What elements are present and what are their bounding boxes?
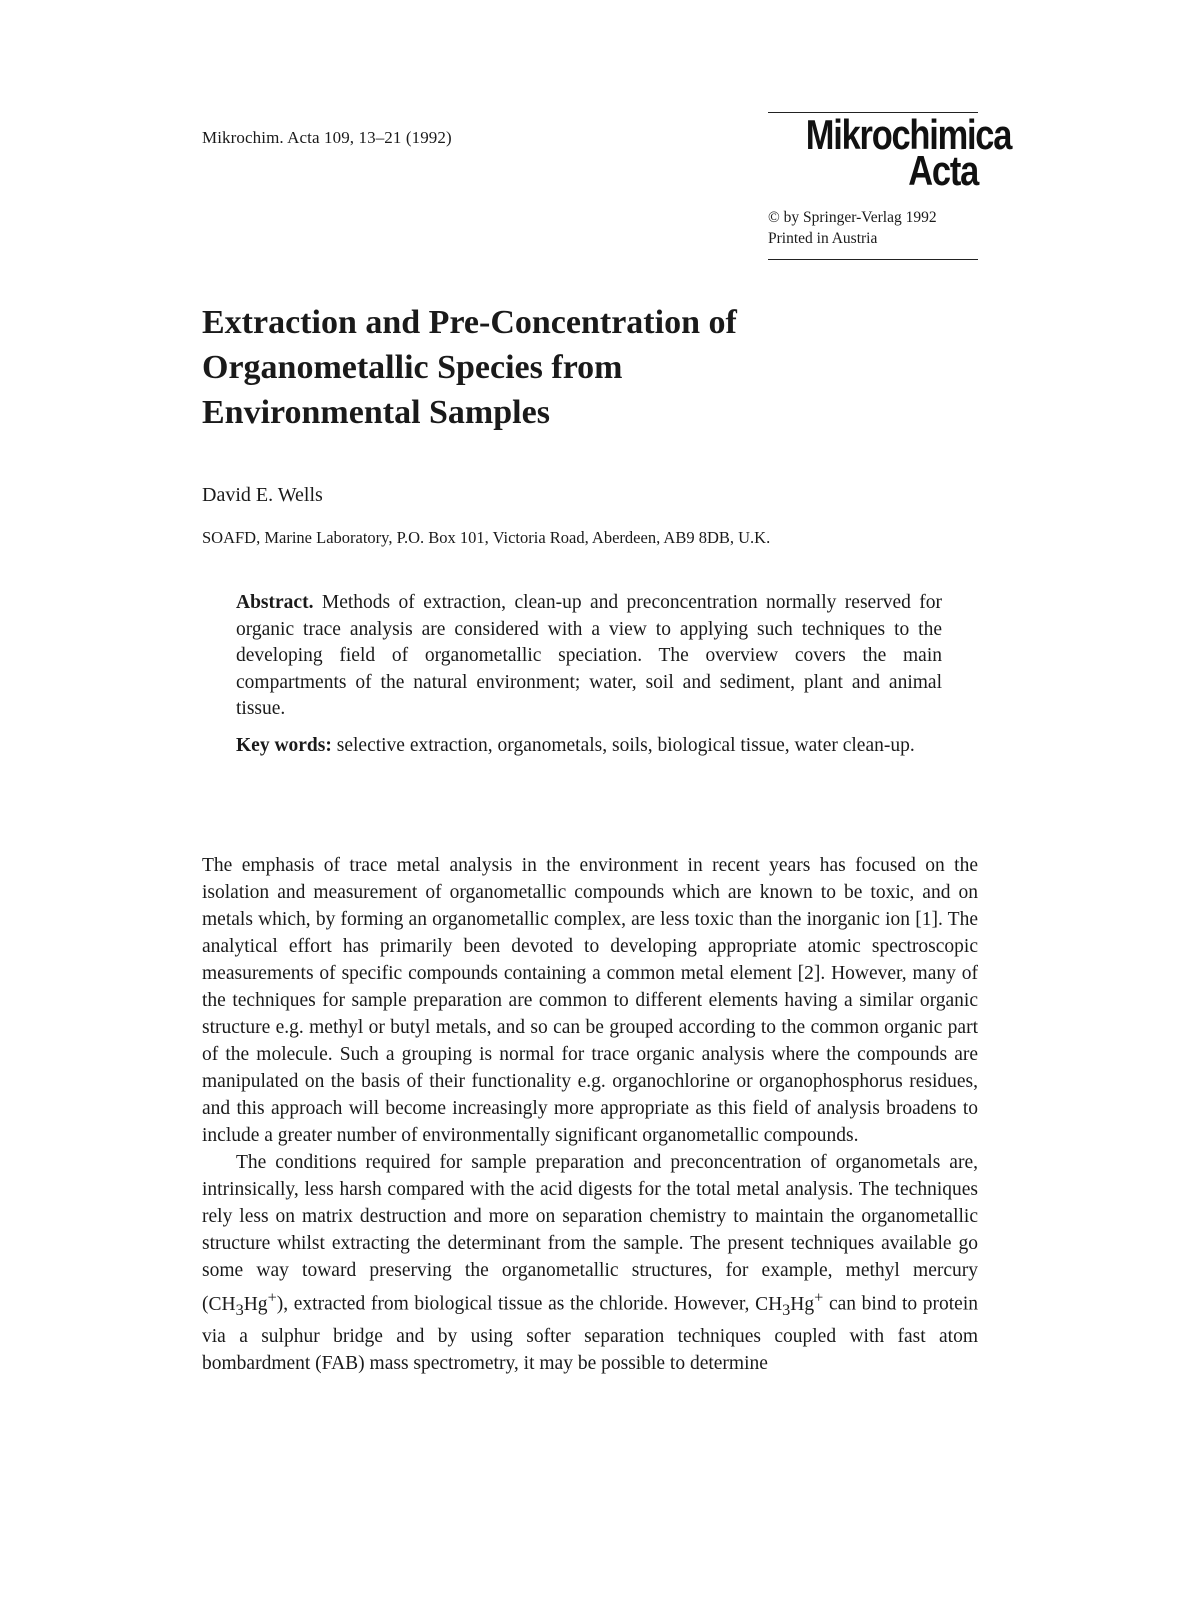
- abstract-label: Abstract.: [236, 592, 314, 613]
- journal-logo: [805, 111, 1012, 194]
- body-paragraph-2: [202, 1149, 978, 1377]
- printed-location: Printed in Austria: [768, 230, 878, 247]
- title-line: Organometallic Species from: [202, 349, 623, 386]
- abstract-text: Methods of extraction, clean-up and preconcentration normally reserved for organic trace analysis are considered with a view to applying such techniques to the developing field of organometallic speciation. The overview covers the main compartments of the natural environment; water, soil and sediment, plant and animal tissue.: [236, 592, 942, 719]
- abstract-section: [236, 590, 942, 769]
- journal-masthead: [768, 111, 1012, 260]
- article-title: [202, 300, 842, 435]
- publisher-info: [768, 207, 978, 260]
- author-name: David E. Wells: [202, 484, 323, 506]
- keywords-label: Key words:: [236, 734, 332, 756]
- title-line: Extraction and Pre-Concentration of: [202, 304, 737, 341]
- paragraph-text: ), extracted from biological tissue as the chloride. However,: [276, 1293, 756, 1315]
- paragraph-text: can bind to protein via a sulphur bridge and by using softer separation techniques coupled with fast atom bombardment (FAB) mass spectrometry, it may be possible to determine: [202, 1293, 979, 1375]
- author-affiliation: SOAFD, Marine Laboratory, P.O. Box 101, Victoria Road, Aberdeen, AB9 8DB, U.K.: [202, 528, 771, 547]
- journal-citation: Mikrochim. Acta 109, 13–21 (1992): [202, 128, 452, 147]
- keywords-paragraph: [236, 733, 942, 760]
- journal-logo-line2: Acta: [908, 147, 978, 194]
- abstract-paragraph: [236, 590, 942, 723]
- chemical-formula: $CH_3Hg^+$: [755, 1288, 824, 1319]
- body-paragraph-1: The emphasis of trace metal analysis in the environment in recent years has focused on the isolation and measurement of organometallic compounds which are known to be toxic, and on metals which, by forming an organometallic complex, are less toxic than the inorganic ion [1]. The analytical effort has primarily been devoted to developing appropriate atomic spectroscopic measurements of specific compounds containing a common metal element [2]. However, many of the techniques for sample preparation are common to different elements having a similar organic structure e.g. methyl or butyl metals, and so can be grouped according to the common organic part of the molecule. Such a grouping is normal for trace organic analysis where the compounds are manipulated on the basis of their functionality e.g. organochlorine or organophosphorus residues, and this approach will become increasingly more appropriate as this field of analysis broadens to include a greater number of environmentally significant organometallic compounds.: [202, 855, 978, 1146]
- title-line: Environmental Samples: [202, 394, 550, 431]
- chemical-formula: $CH_3Hg^+$: [208, 1288, 277, 1319]
- keywords-text: selective extraction, organometals, soils, biological tissue, water clean-up.: [331, 734, 915, 756]
- article-body: [202, 852, 978, 1377]
- masthead-bottom-rule: [768, 259, 978, 260]
- paragraph-text: The conditions required for sample preparation and preconcentration of organometals are, intrinsically, less harsh compared with the acid digests for the total metal analysis. The techniques rely less on matrix destruction and more on separation chemistry to maintain the organometallic structure whilst extracting the determinant from the sample. The present techniques available go some way toward preserving the organometallic structures, for example, methyl mercury (: [202, 1152, 978, 1315]
- copyright-notice: © by Springer-Verlag 1992: [768, 209, 937, 226]
- journal-logo-line1: Mikrochimica: [805, 111, 1012, 158]
